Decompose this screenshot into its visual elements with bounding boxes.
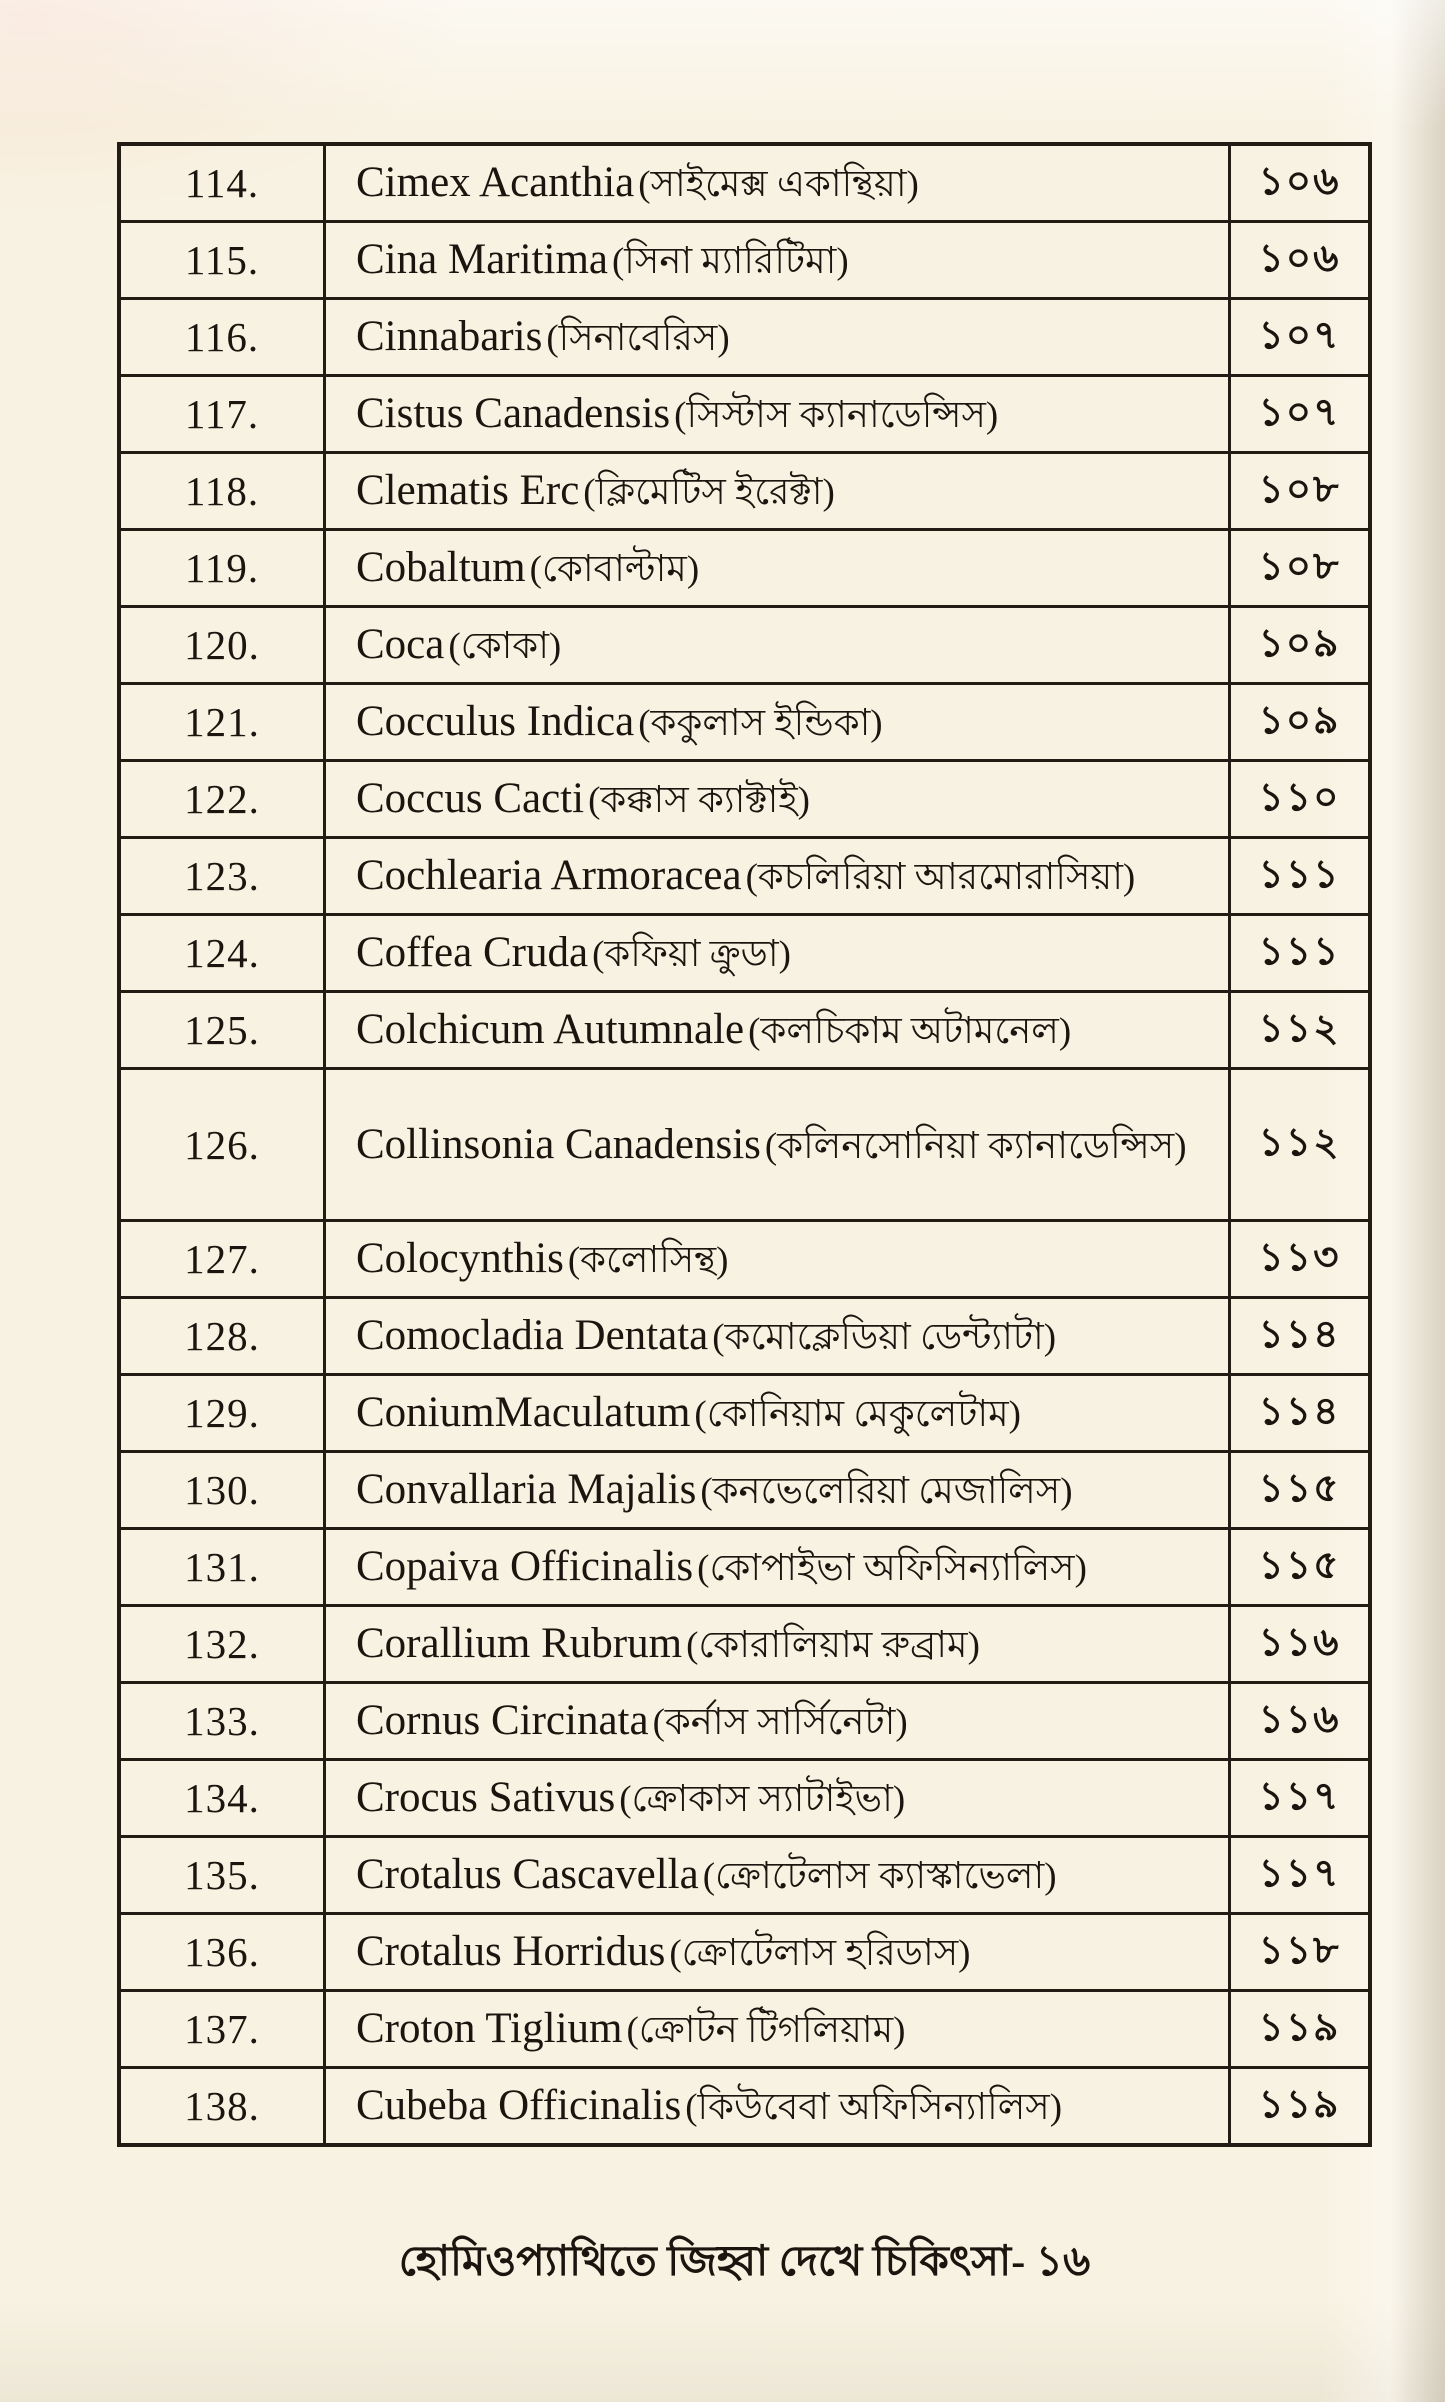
page-number-cell: ১১৫ — [1258, 1543, 1341, 1587]
serial-cell: 124. — [121, 916, 326, 990]
page-number-cell: ১১৯ — [1258, 2082, 1341, 2126]
remedy-latin-name: ConiumMaculatum — [356, 1389, 691, 1437]
remedy-latin-name: Cubeba Officinalis — [356, 2082, 682, 2130]
serial-cell: 126. — [121, 1070, 326, 1219]
page-number-cell: ১০৬ — [1258, 236, 1341, 280]
serial-cell: 116. — [121, 300, 326, 374]
name-cell — [326, 685, 1231, 759]
remedy-latin-name: Cimex Acanthia — [356, 159, 635, 207]
remedy-latin-name: Cocculus Indica — [356, 698, 635, 746]
serial-cell: 138. — [121, 2069, 326, 2143]
page-number-cell: ১১৩ — [1258, 1235, 1341, 1279]
table-row — [121, 993, 1368, 1070]
name-cell — [326, 1530, 1231, 1604]
serial-cell: 129. — [121, 1376, 326, 1450]
table-row — [121, 531, 1368, 608]
page-number-cell: ১১১ — [1258, 929, 1341, 973]
name-cell — [326, 1453, 1231, 1527]
remedy-bengali-name: (ক্রোটেলাস ক্যাস্কাভেলা) — [702, 1856, 1057, 1898]
table-row — [121, 146, 1368, 223]
name-cell — [326, 1376, 1231, 1450]
page-footer-text: হোমিওপ্যাথিতে জিহ্বা দেখে চিকিৎসা- ১৬ — [398, 2239, 1091, 2285]
name-cell — [326, 839, 1231, 913]
table-row — [121, 1222, 1368, 1299]
name-cell — [326, 1992, 1231, 2066]
name-cell — [326, 454, 1231, 528]
page-number-cell: ১০৯ — [1258, 621, 1341, 665]
remedy-latin-name: Clematis Erc — [356, 467, 580, 515]
remedy-latin-name: Cinnabaris — [356, 313, 543, 361]
page-number-cell: ১০৯ — [1258, 698, 1341, 742]
remedy-bengali-name: (কোরালিয়াম রুব্রাম) — [686, 1625, 980, 1667]
table-row — [121, 1299, 1368, 1376]
remedy-bengali-name: (কমোক্লেডিয়া ডেন্ট্যাটা) — [712, 1317, 1057, 1359]
remedy-bengali-name: (কক্কাস ক্যাক্টাই) — [588, 780, 810, 822]
table-row — [121, 685, 1368, 762]
name-cell — [326, 762, 1231, 836]
serial-cell: 132. — [121, 1607, 326, 1681]
remedy-bengali-name: (ক্রোটন টিগলিয়াম) — [626, 2010, 906, 2052]
remedy-latin-name: Corallium Rubrum — [356, 1620, 683, 1668]
serial-cell: 135. — [121, 1838, 326, 1912]
remedy-latin-name: Cistus Canadensis — [356, 390, 671, 438]
remedy-latin-name: Colchicum Autumnale — [356, 1006, 745, 1054]
name-cell — [326, 223, 1231, 297]
name-cell — [326, 146, 1231, 220]
name-cell — [326, 608, 1231, 682]
serial-cell: 119. — [121, 531, 326, 605]
name-cell — [326, 1607, 1231, 1681]
remedy-bengali-name: (কলোসিন্থ) — [567, 1240, 729, 1282]
serial-cell: 130. — [121, 1453, 326, 1527]
serial-cell: 125. — [121, 993, 326, 1067]
page-number-cell: ১১৬ — [1258, 1697, 1341, 1741]
remedy-latin-name: Convallaria Majalis — [356, 1466, 697, 1514]
name-cell — [326, 1070, 1231, 1219]
page-number-cell: ১০৭ — [1258, 313, 1341, 357]
serial-cell: 122. — [121, 762, 326, 836]
serial-cell: 118. — [121, 454, 326, 528]
remedy-latin-name: Croton Tiglium — [356, 2005, 623, 2053]
page-number-cell: ১১২ — [1258, 1121, 1341, 1164]
remedy-latin-name: Crotalus Cascavella — [356, 1851, 699, 1899]
page-number-cell: ১১৭ — [1258, 1774, 1341, 1818]
serial-cell: 117. — [121, 377, 326, 451]
serial-cell: 120. — [121, 608, 326, 682]
remedy-latin-name: Collinsonia Canadensis — [356, 1120, 761, 1168]
table-row — [121, 223, 1368, 300]
page-number-cell: ১০৮ — [1258, 467, 1341, 511]
remedy-latin-name: Cochlearia Armoracea — [356, 852, 742, 900]
remedy-bengali-name: (কোপাইভা অফিসিন্যালিস) — [697, 1548, 1087, 1590]
name-cell — [326, 377, 1231, 451]
name-cell — [326, 1684, 1231, 1758]
page-number-cell: ১১৮ — [1258, 1928, 1341, 1972]
remedy-latin-name: Comocladia Dentata — [356, 1312, 709, 1360]
page-number-cell: ১০৭ — [1258, 390, 1341, 434]
remedy-latin-name: Crocus Sativus — [356, 1774, 616, 1822]
serial-cell: 134. — [121, 1761, 326, 1835]
remedy-bengali-name: (কলিনসোনিয়া ক্যানাডেন্সিস) — [764, 1125, 1187, 1167]
name-cell — [326, 1222, 1231, 1296]
remedy-bengali-name: (সাইমেক্স একান্থিয়া) — [638, 164, 919, 206]
page-number-cell: ১১৪ — [1258, 1312, 1341, 1356]
remedy-bengali-name: (কর্নাস সার্সিনেটা) — [652, 1702, 908, 1744]
remedy-latin-name: Coffea Cruda — [356, 929, 589, 977]
serial-cell: 136. — [121, 1915, 326, 1989]
remedy-latin-name: Coccus Cacti — [356, 775, 585, 823]
remedy-latin-name: Copaiva Officinalis — [356, 1543, 694, 1591]
remedy-latin-name: Colocynthis — [356, 1235, 564, 1283]
serial-cell: 137. — [121, 1992, 326, 2066]
table-row — [121, 454, 1368, 531]
remedy-bengali-name: (কোকা) — [448, 626, 562, 668]
serial-cell: 133. — [121, 1684, 326, 1758]
table-row — [121, 762, 1368, 839]
table-row — [121, 377, 1368, 454]
remedy-bengali-name: (কচলিরিয়া আরমোরাসিয়া) — [745, 857, 1136, 899]
contents-table — [117, 142, 1372, 2147]
name-cell — [326, 1838, 1231, 1912]
page-number-cell: ১১১ — [1258, 852, 1341, 896]
serial-cell: 115. — [121, 223, 326, 297]
table-row — [121, 1992, 1368, 2069]
page-number-cell: ১১৯ — [1258, 2005, 1341, 2049]
table-row — [121, 1453, 1368, 1530]
remedy-bengali-name: (সিস্টাস ক্যানাডেন্সিস) — [674, 395, 999, 437]
remedy-bengali-name: (কলচিকাম অটামনেল) — [748, 1011, 1072, 1053]
table-row — [121, 1070, 1368, 1222]
remedy-bengali-name: (কনভেলেরিয়া মেজালিস) — [700, 1471, 1073, 1513]
remedy-bengali-name: (ককুলাস ইন্ডিকা) — [638, 703, 883, 745]
remedy-bengali-name: (কোনিয়াম মেকুলেটাম) — [694, 1394, 1021, 1436]
table-row — [121, 1915, 1368, 1992]
remedy-bengali-name: (ক্রোটেলাস হরিডাস) — [669, 1933, 971, 1975]
page-number-cell: ১১২ — [1258, 1006, 1341, 1050]
table-row — [121, 1684, 1368, 1761]
serial-cell: 128. — [121, 1299, 326, 1373]
name-cell — [326, 1761, 1231, 1835]
serial-cell: 123. — [121, 839, 326, 913]
page-number-cell: ১১০ — [1258, 775, 1341, 819]
name-cell — [326, 300, 1231, 374]
remedy-bengali-name: (ক্লিমেটিস ইরেক্টা) — [583, 472, 835, 514]
page-number-cell: ১০৮ — [1258, 544, 1341, 588]
serial-cell: 131. — [121, 1530, 326, 1604]
remedy-latin-name: Cobaltum — [356, 544, 526, 592]
table-row — [121, 300, 1368, 377]
remedy-bengali-name: (কফিয়া ক্রুডা) — [592, 934, 791, 976]
page-number-cell: ১১৪ — [1258, 1389, 1341, 1433]
remedy-latin-name: Cornus Circinata — [356, 1697, 649, 1745]
name-cell — [326, 531, 1231, 605]
remedy-bengali-name: (কিউবেবা অফিসিন্যালিস) — [685, 2087, 1063, 2129]
remedy-bengali-name: (ক্রোকাস স্যাটাইভা) — [619, 1779, 906, 1821]
table-row — [121, 839, 1368, 916]
serial-cell: 121. — [121, 685, 326, 759]
table-row — [121, 916, 1368, 993]
remedy-latin-name: Crotalus Horridus — [356, 1928, 666, 1976]
remedy-bengali-name: (সিনাবেরিস) — [546, 318, 730, 360]
serial-cell: 114. — [121, 146, 326, 220]
page-number-cell: ১০৬ — [1258, 159, 1341, 203]
table-row — [121, 1838, 1368, 1915]
table-row — [121, 608, 1368, 685]
name-cell — [326, 916, 1231, 990]
remedy-bengali-name: (সিনা ম্যারিটিমা) — [611, 241, 849, 283]
name-cell — [326, 993, 1231, 1067]
remedy-latin-name: Cina Maritima — [356, 236, 608, 284]
table-row — [121, 2069, 1368, 2143]
table-row — [121, 1607, 1368, 1684]
page-number-cell: ১১৫ — [1258, 1466, 1341, 1510]
page-number-cell: ১১৭ — [1258, 1851, 1341, 1895]
table-row — [121, 1761, 1368, 1838]
name-cell — [326, 1915, 1231, 1989]
remedy-bengali-name: (কোবাল্টাম) — [529, 549, 700, 591]
page-number-cell: ১১৬ — [1258, 1620, 1341, 1664]
table-row — [121, 1376, 1368, 1453]
serial-cell: 127. — [121, 1222, 326, 1296]
name-cell — [326, 2069, 1231, 2143]
remedy-latin-name: Coca — [356, 621, 445, 669]
table-row — [121, 1530, 1368, 1607]
name-cell — [326, 1299, 1231, 1373]
